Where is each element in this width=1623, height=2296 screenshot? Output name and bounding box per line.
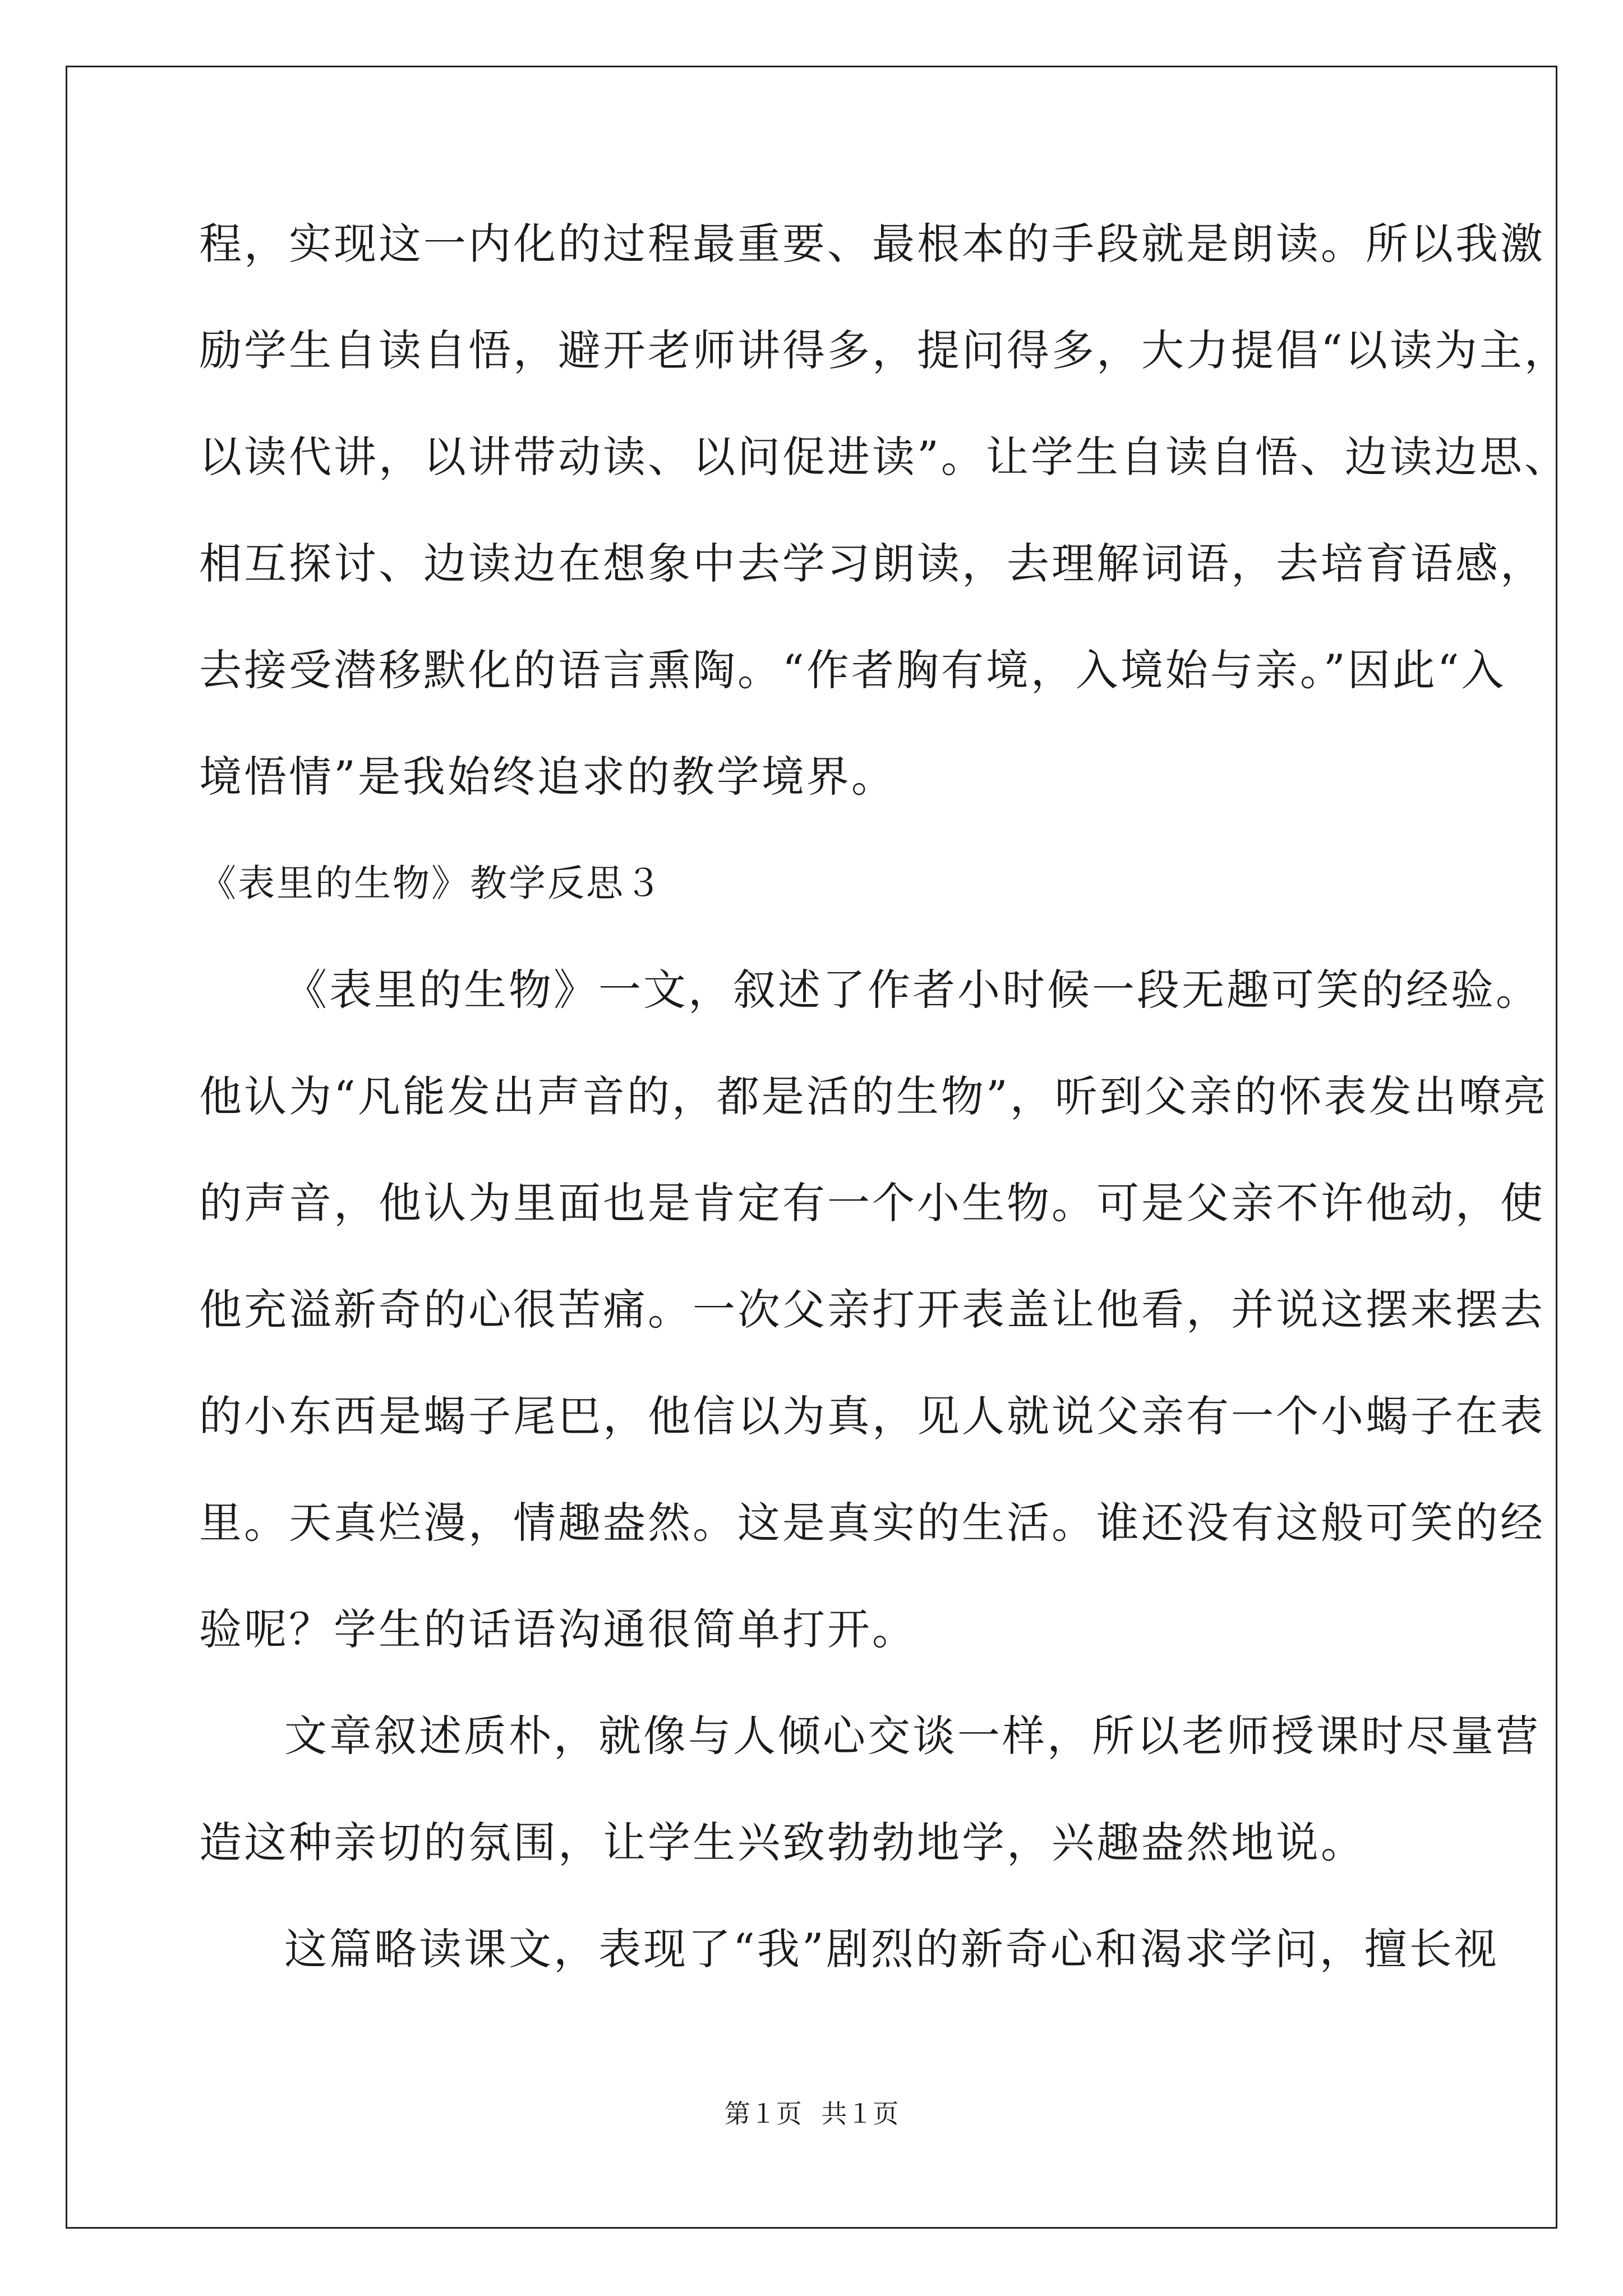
text-line: 他认为“凡能发出声音的，都是活的生物”，听到父亲的怀表发出嘹亮 bbox=[199, 1071, 1548, 1121]
text-line: 以读代讲，以讲带动读、以问促进读”。让学生自读自悟、边读边思、 bbox=[199, 432, 1569, 482]
text-line: 他充溢新奇的心很苦痛。一次父亲打开表盖让他看，并说这摆来摆去 bbox=[199, 1285, 1545, 1335]
paragraph-first-line: 《表里的生物》一文，叙述了作者小时候一段无趣可笑的经验。 bbox=[284, 965, 1541, 1015]
text-line: 去接受潜移默化的语言熏陶。“作者胸有境，入境始与亲。”因此“入 bbox=[199, 645, 1506, 695]
paragraph-first-line: 文章叙述质朴，就像与人倾心交谈一样，所以老师授课时尽量营 bbox=[284, 1711, 1541, 1761]
text-line: 验呢？学生的话语沟通很简单打开。 bbox=[199, 1604, 917, 1654]
section-title: 《表里的生物》教学反思３ bbox=[199, 862, 663, 905]
text-line: 程，实现这一内化的过程最重要、最根本的手段就是朗读。所以我激 bbox=[199, 219, 1545, 269]
text-line: 相互探讨、边读边在想象中去学习朗读，去理解词语，去培育语感， bbox=[199, 539, 1545, 588]
text-line: 的小东西是蝎子尾巴，他信以为真，见人就说父亲有一个小蝎子在表 bbox=[199, 1391, 1545, 1441]
document-body bbox=[199, 191, 1569, 2003]
page-footer bbox=[0, 2097, 1623, 2131]
text-line: 的声音，他认为里面也是肯定有一个小生物。可是父亲不许他动，使 bbox=[199, 1178, 1545, 1228]
text-line: 励学生自读自悟，避开老师讲得多，提问得多，大力提倡“以读为主， bbox=[199, 325, 1569, 375]
paragraph-first-line: 这篇略读课文，表现了“我”剧烈的新奇心和渴求学问，擅长视 bbox=[284, 1924, 1499, 1974]
page-number: 第１页 bbox=[724, 2099, 802, 2129]
page-total: 共１页 bbox=[821, 2099, 899, 2129]
text-line: 里。天真烂漫，情趣盎然。这是真实的生活。谁还没有这般可笑的经 bbox=[199, 1498, 1545, 1548]
text-line: 造这种亲切的氛围，让学生兴致勃勃地学，兴趣盎然地说。 bbox=[199, 1818, 1366, 1867]
text-line: 境悟情”是我始终追求的教学境界。 bbox=[199, 752, 896, 802]
